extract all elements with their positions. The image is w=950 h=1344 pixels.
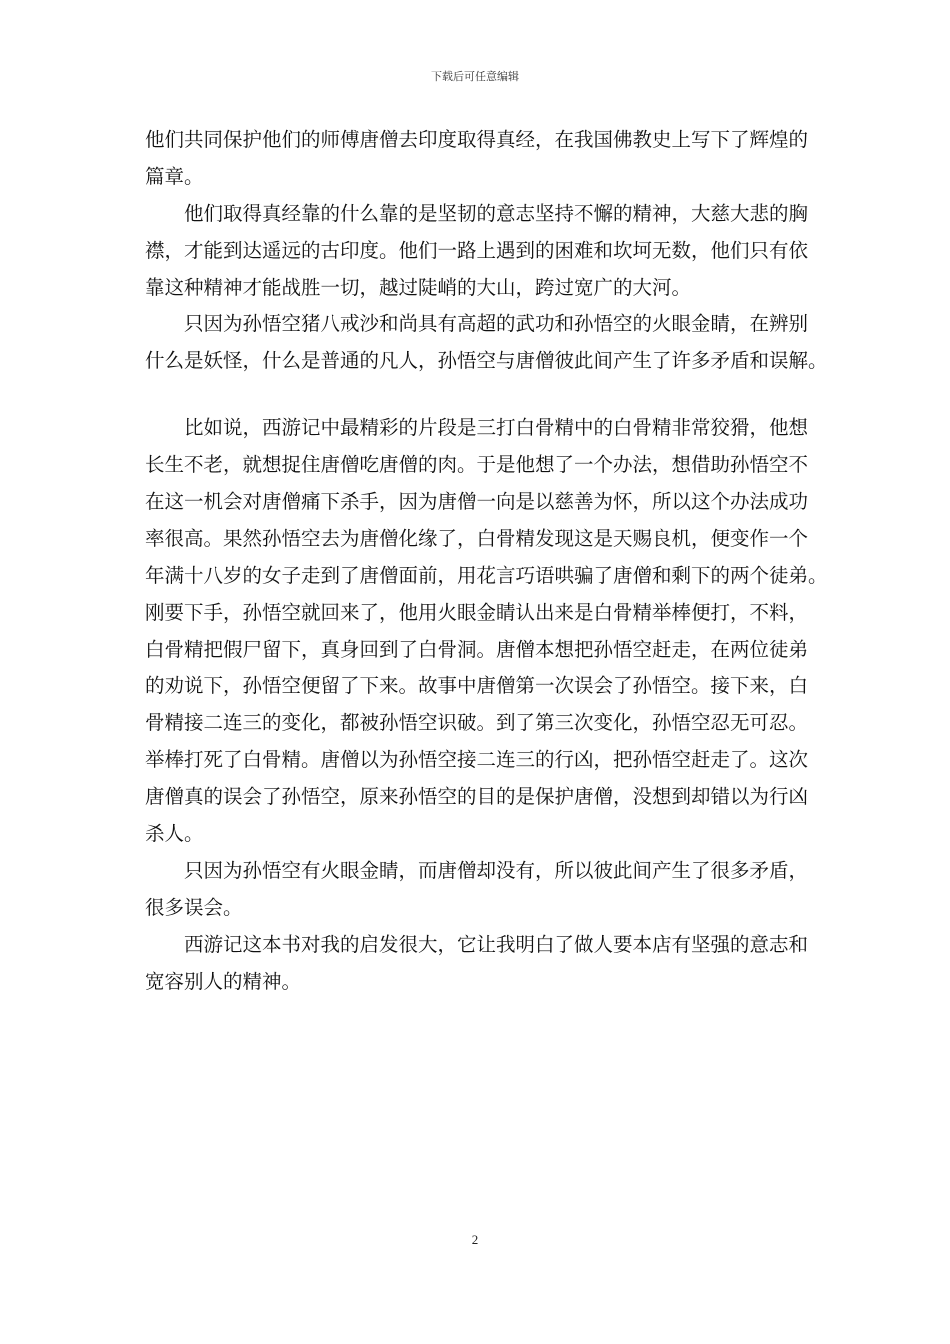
paragraph-5-line-1: 只因为孙悟空有火眼金睛，而唐僧却没有，所以彼此间产生了很多矛盾， [184, 858, 809, 882]
paragraph-4-line-8: 的劝说下，孙悟空便留了下来。故事中唐僧第一次误会了孙悟空。接下来，白 [145, 674, 809, 698]
paragraph-gap [145, 380, 810, 410]
paragraph-4-line-6: 刚要下手，孙悟空就回来了，他用火眼金睛认出来是白骨精举棒便打，不料， [145, 600, 809, 624]
paragraph-4-line-3: 在这一机会对唐僧痛下杀手，因为唐僧一向是以慈善为怀，所以这个办法成功 [145, 490, 809, 514]
paragraph-6-line-2: 宽容别人的精神。 [145, 969, 302, 993]
paragraph-6-line-1: 西游记这本书对我的启发很大，它让我明白了做人要本店有坚强的意志和 [184, 932, 809, 956]
paragraph-4-line-1: 比如说，西游记中最精彩的片段是三打白骨精中的白骨精非常狡猾，他想 [184, 416, 809, 440]
paragraph-3-line-1: 只因为孙悟空猪八戒沙和尚具有高超的武功和孙悟空的火眼金睛，在辨别 [184, 312, 809, 336]
paragraph-5-line-2: 很多误会。 [145, 895, 243, 919]
document-body [145, 122, 828, 1000]
paragraph-3-line-2: 什么是妖怪，什么是普通的凡人，孙悟空与唐僧彼此间产生了许多矛盾和误解。 [145, 349, 828, 373]
paragraph-4-line-10: 举棒打死了白骨精。唐僧以为孙悟空接二连三的行凶，把孙悟空赶走了。这次 [145, 748, 809, 772]
paragraph-2-line-3: 靠这种精神才能战胜一切，越过陡峭的大山，跨过宽广的大河。 [145, 275, 692, 299]
paragraph-2-line-2: 襟，才能到达遥远的古印度。他们一路上遇到的困难和坎坷无数，他们只有依 [145, 238, 809, 262]
paragraph-4-line-9: 骨精接二连三的变化，都被孙悟空识破。到了第三次变化，孙悟空忍无可忍。 [145, 711, 809, 735]
paragraph-2-line-1: 他们取得真经靠的什么靠的是坚韧的意志坚持不懈的精神，大慈大悲的胸 [184, 201, 809, 225]
paragraph-4-line-7: 白骨精把假尸留下，真身回到了白骨洞。唐僧本想把孙悟空赶走，在两位徒弟 [145, 637, 809, 661]
paragraph-4-line-2: 长生不老，就想捉住唐僧吃唐僧的肉。于是他想了一个办法，想借助孙悟空不 [145, 453, 809, 477]
page-header: 下载后可任意编辑 [431, 70, 519, 83]
paragraph-4-line-4: 率很高。果然孙悟空去为唐僧化缘了，白骨精发现这是天赐良机，便变作一个 [145, 526, 809, 550]
paragraph-4-line-5: 年满十八岁的女子走到了唐僧面前，用花言巧语哄骗了唐僧和剩下的两个徒弟。 [145, 563, 828, 587]
paragraph-4-line-11: 唐僧真的误会了孙悟空，原来孙悟空的目的是保护唐僧，没想到却错以为行凶 [145, 785, 809, 809]
paragraph-4-line-12: 杀人。 [145, 822, 204, 846]
paragraph-1-line-1: 他们共同保护他们的师傅唐僧去印度取得真经，在我国佛教史上写下了辉煌的 [145, 128, 809, 151]
paragraph-1-line-2: 篇章。 [145, 164, 204, 188]
page-number: 2 [471, 1232, 479, 1247]
